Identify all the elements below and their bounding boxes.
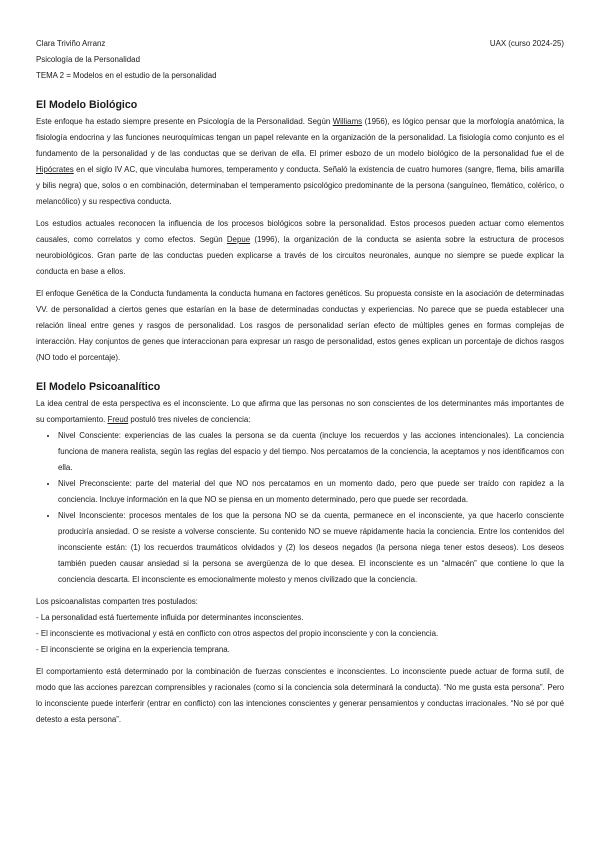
postulates-block — [36, 594, 564, 658]
subject-label: Psicología de la Personalidad — [36, 55, 140, 64]
list-item: - La personalidad está fuertemente influida por determinantes inconscientes. — [36, 613, 304, 622]
list-item: • Nivel Inconsciente: procesos mentales de los que la persona NO se da cuenta, permanece en el inconsciente, ya que hacerlo consciente produciría ansiedad. O se resiste a volverse consciente. Su contenido NO se mueve rápidamente hacia la conciencia. Entre los contenidos del inconsciente están: (1) los recuerdos traumáticos olvidados y (2) los deseos negados (la persona niega tener estos deseos). Los deseos también pueden causar ansiedad si la persona se avergüenza de lo que desea. El inconsciente es un “almacén” que contiene lo que la conciencia descarta. El inconsciente es emocionalmente molesto y menos civilizado que la conciencia. — [58, 508, 564, 588]
consciousness-levels-list — [36, 428, 564, 588]
bio-paragraph-1: Este enfoque ha estado siempre presente en Psicología de la Personalidad. Según Williams (1956), es lógico pensar que la morfología anatómica, la fisiología endocrina y las funciones neuroquímicas tengan un papel relevante en la organización de la personalidad. La fisiología como conjunto es el fundamento de la personalidad y de las conductas que se derivan de ella. El primer esbozo de un modelo biológico de la personalidad fue el de Hipócrates en el siglo IV AC, que vinculaba humores, temperamento y conducta. Señaló la existencia de cuatro humores (sangre, flema, bilis amarilla y bilis negra) que, solos o en combinación, determinaban el temperamento psicológico predominante de la persona (sanguíneo, flemático, colérico, o melancólico) y su respectiva conducta. — [36, 117, 564, 206]
hipocrates-link: Hipócrates — [36, 165, 74, 174]
document-header — [36, 36, 564, 84]
psy-closing-paragraph: El comportamiento está determinado por la combinación de fuerzas conscientes e inconscientes. Lo inconsciente puede actuar de forma sutil, de modo que las acciones parezcan comprensibles y racionales (como si la conciencia sola determinará la conducta). “No me gusta esta persona”. Pero lo inconsciente puede interferir (entrar en conflicto) con las intenciones conscientes y generar pensamientos y conductas irracionales. “No sé por qué detesto a esta persona”. — [36, 667, 564, 724]
author-name: Clara Triviño Arranz — [36, 39, 106, 48]
list-item: - El inconsciente es motivacional y está en conflicto con otros aspectos del propio inconsciente y con la conciencia. — [36, 629, 439, 638]
course-label: UAX (curso 2024-25) — [489, 39, 564, 48]
list-item: • Nivel Consciente: experiencias de las cuales la persona se da cuenta (incluye los recuerdos y las acciones intencionales). La conciencia funciona de manera realista, según las reglas del espacio y del tiempo. Nos percatamos de la conciencia, la aceptamos y nos identificamos con ella. — [58, 428, 564, 476]
document-page — [36, 36, 564, 734]
bio-paragraph-2: Los estudios actuales reconocen la influencia de los procesos biológicos sobre la personalidad. Estos procesos pueden actuar como elementos causales, como correlatos y como efectos. Según Depue (1996), la organización de la conducta se asienta sobre la estructura de procesos neurobiológicos. Gran parte de las conductas pueden explicarse a través de los circuitos neuronales, aunque no siempre se puede explicar la conducta en base a ellos. — [36, 219, 564, 276]
topic-label: TEMA 2 = Modelos en el estudio de la personalidad — [36, 71, 217, 80]
psy-intro: La idea central de esta perspectiva es el inconsciente. Lo que afirma que las personas no son conscientes de los determinantes más importantes de su comportamiento. Freud postuló tres niveles de conciencia: — [36, 399, 564, 424]
williams-link: Williams — [332, 117, 363, 126]
freud-link: Freud — [107, 415, 129, 424]
depue-link: Depue — [226, 235, 251, 244]
list-item: - El inconsciente se origina en la experiencia temprana. — [36, 645, 230, 654]
section-title-biological: El Modelo Biológico — [36, 99, 138, 111]
bio-paragraph-3: El enfoque Genética de la Conducta fundamenta la conducta humana en factores genéticos. Su propuesta consiste en la asociación de determinadas VV. de personalidad a ciertos genes que estarían en la base de determinadas conductas y experiencias. No parece que se pueda establecer una relación lineal entre genes y rasgos de personalidad. Los rasgos de personalidad serían efecto de múltiples genes en formas complejas de interacción. Hay conjuntos de genes que interaccionan para expresar un rasgo de personalidad, estos genes explican un porcentaje de dichos rasgos (NO todo el porcentaje). — [36, 289, 564, 362]
list-item: • Nivel Preconsciente: parte del material del que NO nos percatamos en un momento dado, pero que puede ser traído con rapidez a la conciencia. Incluye información en la que NO se piensa en un momento determinado, pero que puede ser recordada. — [58, 476, 564, 508]
section-title-psychoanalytic: El Modelo Psicoanalítico — [36, 381, 161, 393]
postulates-intro: Los psicoanalistas comparten tres postulados: — [36, 597, 198, 606]
